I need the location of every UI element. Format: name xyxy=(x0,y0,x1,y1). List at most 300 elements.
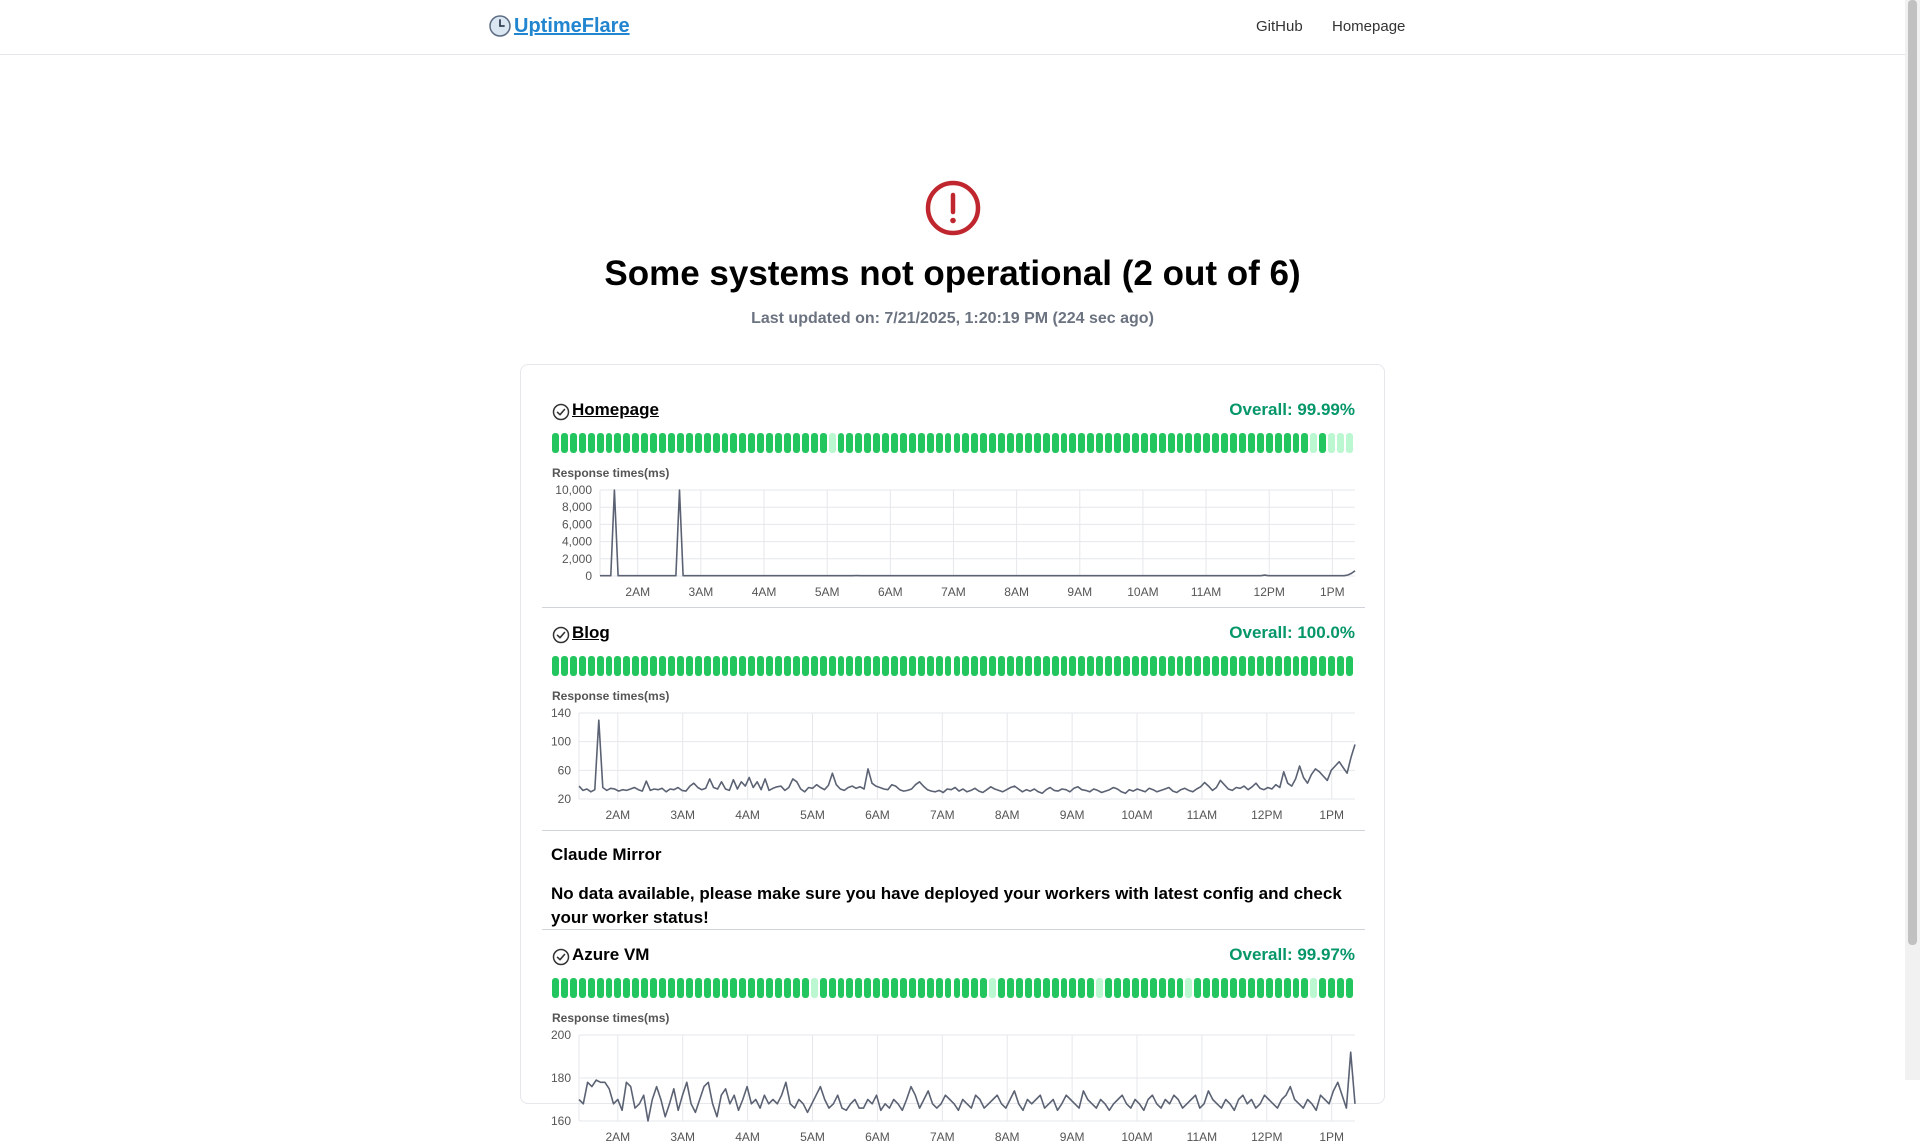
uptime-bar[interactable] xyxy=(1025,978,1032,998)
uptime-bar[interactable] xyxy=(1007,656,1014,676)
uptime-bar[interactable] xyxy=(864,656,871,676)
uptime-bar[interactable] xyxy=(1087,978,1094,998)
monitor-blog xyxy=(542,623,1365,831)
x-tick-label: 1PM xyxy=(1319,1130,1345,1144)
uptime-bar[interactable] xyxy=(686,656,693,676)
uptime-bar[interactable] xyxy=(927,433,934,453)
uptime-bar[interactable] xyxy=(597,433,604,453)
uptime-bar[interactable] xyxy=(570,433,577,453)
uptime-bar[interactable] xyxy=(954,656,961,676)
uptime-bar[interactable] xyxy=(1007,433,1014,453)
uptime-bar[interactable] xyxy=(1293,978,1300,998)
uptime-bar[interactable] xyxy=(1266,978,1273,998)
x-tick-label: 2AM xyxy=(605,1130,631,1144)
uptime-bar[interactable] xyxy=(552,433,559,453)
x-tick-label: 4AM xyxy=(751,585,777,599)
uptime-bar[interactable] xyxy=(971,978,978,998)
brand-link[interactable] xyxy=(488,14,630,38)
uptime-bar[interactable] xyxy=(748,433,755,453)
overall-uptime: Overall: 99.99% xyxy=(1229,400,1355,419)
monitor-name-link[interactable]: Homepage xyxy=(572,400,659,419)
uptime-bar[interactable] xyxy=(900,978,907,998)
uptime-bar[interactable] xyxy=(864,433,871,453)
uptime-bar[interactable] xyxy=(597,656,604,676)
uptime-bar[interactable] xyxy=(1185,978,1192,998)
uptime-bar[interactable] xyxy=(766,433,773,453)
nav-homepage-link[interactable]: Homepage xyxy=(1332,18,1406,35)
uptime-bar[interactable] xyxy=(614,433,621,453)
check-circle-icon xyxy=(552,626,570,644)
uptime-bar[interactable] xyxy=(1078,433,1085,453)
uptime-bar[interactable] xyxy=(588,433,595,453)
uptime-bar[interactable] xyxy=(838,656,845,676)
uptime-bar[interactable] xyxy=(1096,656,1103,676)
uptime-bar[interactable] xyxy=(1346,433,1353,453)
uptime-bar[interactable] xyxy=(1096,978,1103,998)
monitor-header xyxy=(552,400,1355,424)
uptime-bar[interactable] xyxy=(623,656,630,676)
uptime-bar[interactable] xyxy=(1123,433,1130,453)
uptime-bar[interactable] xyxy=(668,978,675,998)
uptime-bar[interactable] xyxy=(954,433,961,453)
uptime-bar[interactable] xyxy=(775,433,782,453)
uptime-bar[interactable] xyxy=(775,978,782,998)
uptime-bar[interactable] xyxy=(695,656,702,676)
x-tick-label: 9AM xyxy=(1059,808,1085,822)
uptime-bar[interactable] xyxy=(1168,433,1175,453)
uptime-bar[interactable] xyxy=(1185,433,1192,453)
uptime-bar[interactable] xyxy=(1257,656,1264,676)
uptime-bar[interactable] xyxy=(1275,978,1282,998)
uptime-bar[interactable] xyxy=(1114,978,1121,998)
uptime-bar[interactable] xyxy=(766,656,773,676)
uptime-bar[interactable] xyxy=(1203,978,1210,998)
uptime-bar[interactable] xyxy=(1319,978,1326,998)
uptime-bar[interactable] xyxy=(1114,433,1121,453)
uptime-bar[interactable] xyxy=(855,656,862,676)
uptime-bar[interactable] xyxy=(1168,978,1175,998)
uptime-bar[interactable] xyxy=(1194,433,1201,453)
uptime-bar[interactable] xyxy=(1069,978,1076,998)
uptime-bar[interactable] xyxy=(1346,656,1353,676)
uptime-bar[interactable] xyxy=(1105,656,1112,676)
uptime-bar[interactable] xyxy=(597,978,604,998)
uptime-bar[interactable] xyxy=(891,433,898,453)
uptime-bar[interactable] xyxy=(1275,656,1282,676)
uptime-bar[interactable] xyxy=(1284,978,1291,998)
uptime-bar[interactable] xyxy=(1275,433,1282,453)
uptime-bar[interactable] xyxy=(1016,433,1023,453)
uptime-bar[interactable] xyxy=(1212,656,1219,676)
uptime-bar[interactable] xyxy=(668,433,675,453)
uptime-bar[interactable] xyxy=(1257,978,1264,998)
uptime-bar[interactable] xyxy=(704,978,711,998)
uptime-bar[interactable] xyxy=(1310,978,1317,998)
nav-github-link[interactable]: GitHub xyxy=(1256,18,1303,35)
uptime-bar[interactable] xyxy=(838,978,845,998)
uptime-bar[interactable] xyxy=(730,978,737,998)
uptime-bar[interactable] xyxy=(1141,433,1148,453)
uptime-bar[interactable] xyxy=(1212,433,1219,453)
uptime-bar[interactable] xyxy=(882,433,889,453)
uptime-bar[interactable] xyxy=(971,433,978,453)
uptime-bar[interactable] xyxy=(606,978,613,998)
x-tick-label: 6AM xyxy=(865,1130,890,1144)
uptime-bar[interactable] xyxy=(739,433,746,453)
uptime-bar[interactable] xyxy=(1301,656,1308,676)
uptime-bar[interactable] xyxy=(677,656,684,676)
uptime-bar[interactable] xyxy=(820,656,827,676)
uptime-bar[interactable] xyxy=(659,656,666,676)
uptime-bar[interactable] xyxy=(588,656,595,676)
uptime-bar[interactable] xyxy=(873,433,880,453)
uptime-bar[interactable] xyxy=(659,978,666,998)
uptime-bar[interactable] xyxy=(1159,433,1166,453)
uptime-bar[interactable] xyxy=(1069,656,1076,676)
uptime-bar[interactable] xyxy=(1061,978,1068,998)
uptime-bar[interactable] xyxy=(704,656,711,676)
uptime-bar[interactable] xyxy=(1096,433,1103,453)
uptime-bar[interactable] xyxy=(802,978,809,998)
uptime-bar[interactable] xyxy=(962,978,969,998)
uptime-bar[interactable] xyxy=(989,978,996,998)
uptime-bar[interactable] xyxy=(704,433,711,453)
uptime-bar[interactable] xyxy=(1025,656,1032,676)
uptime-bar[interactable] xyxy=(739,978,746,998)
uptime-bar[interactable] xyxy=(1328,656,1335,676)
uptime-bar[interactable] xyxy=(1185,656,1192,676)
uptime-bar[interactable] xyxy=(757,978,764,998)
uptime-bar[interactable] xyxy=(989,656,996,676)
uptime-bar[interactable] xyxy=(623,433,630,453)
uptime-bar[interactable] xyxy=(891,656,898,676)
uptime-bar[interactable] xyxy=(864,978,871,998)
uptime-bar[interactable] xyxy=(855,433,862,453)
uptime-bar[interactable] xyxy=(641,433,648,453)
y-tick-label: 2,000 xyxy=(561,551,592,566)
uptime-bar[interactable] xyxy=(1078,656,1085,676)
uptime-bar[interactable] xyxy=(614,656,621,676)
x-tick-label: 9AM xyxy=(1067,585,1093,599)
scrollbar-thumb[interactable] xyxy=(1908,0,1917,945)
uptime-bar[interactable] xyxy=(1069,433,1076,453)
uptime-bar[interactable] xyxy=(722,656,729,676)
uptime-bar[interactable] xyxy=(945,433,952,453)
uptime-bar[interactable] xyxy=(802,656,809,676)
uptime-bar[interactable] xyxy=(1248,433,1255,453)
uptime-bar[interactable] xyxy=(811,433,818,453)
uptime-bar[interactable] xyxy=(632,656,639,676)
uptime-bar[interactable] xyxy=(1301,978,1308,998)
uptime-bar[interactable] xyxy=(722,978,729,998)
uptime-bar[interactable] xyxy=(1052,978,1059,998)
uptime-bar[interactable] xyxy=(1239,433,1246,453)
uptime-bar[interactable] xyxy=(1034,433,1041,453)
uptime-bar[interactable] xyxy=(1016,656,1023,676)
uptime-bar[interactable] xyxy=(641,656,648,676)
uptime-bar[interactable] xyxy=(650,433,657,453)
uptime-bar[interactable] xyxy=(713,433,720,453)
uptime-bar[interactable] xyxy=(1177,433,1184,453)
uptime-bar[interactable] xyxy=(1150,656,1157,676)
uptime-bar[interactable] xyxy=(891,978,898,998)
uptime-bar[interactable] xyxy=(650,656,657,676)
uptime-bar[interactable] xyxy=(1230,978,1237,998)
uptime-bar[interactable] xyxy=(552,656,559,676)
uptime-bar[interactable] xyxy=(1266,433,1273,453)
uptime-bar[interactable] xyxy=(1150,433,1157,453)
uptime-bar[interactable] xyxy=(1078,978,1085,998)
uptime-bar[interactable] xyxy=(998,656,1005,676)
uptime-bar[interactable] xyxy=(579,433,586,453)
uptime-bar[interactable] xyxy=(1105,433,1112,453)
uptime-bar[interactable] xyxy=(1087,433,1094,453)
uptime-bar[interactable] xyxy=(846,656,853,676)
uptime-bar[interactable] xyxy=(1346,978,1353,998)
y-tick-label: 200 xyxy=(550,1028,571,1042)
uptime-bar[interactable] xyxy=(882,656,889,676)
uptime-bar[interactable] xyxy=(873,656,880,676)
uptime-bar[interactable] xyxy=(757,656,764,676)
uptime-bar[interactable] xyxy=(1034,656,1041,676)
uptime-bar[interactable] xyxy=(998,978,1005,998)
uptime-bar[interactable] xyxy=(1132,978,1139,998)
y-tick-label: 8,000 xyxy=(561,500,592,515)
uptime-bar[interactable] xyxy=(1043,656,1050,676)
x-tick-label: 12PM xyxy=(1253,585,1285,599)
uptime-bar[interactable] xyxy=(579,656,586,676)
uptime-bar[interactable] xyxy=(650,978,657,998)
uptime-bar[interactable] xyxy=(686,978,693,998)
uptime-bar[interactable] xyxy=(695,978,702,998)
uptime-bar[interactable] xyxy=(998,433,1005,453)
uptime-bar[interactable] xyxy=(1293,433,1300,453)
uptime-bar[interactable] xyxy=(1025,433,1032,453)
uptime-bar[interactable] xyxy=(730,433,737,453)
uptime-bar[interactable] xyxy=(588,978,595,998)
uptime-bar[interactable] xyxy=(713,978,720,998)
uptime-bar[interactable] xyxy=(1043,978,1050,998)
uptime-bar[interactable] xyxy=(1087,656,1094,676)
uptime-bar[interactable] xyxy=(1337,433,1344,453)
uptime-bar[interactable] xyxy=(1123,978,1130,998)
uptime-bar[interactable] xyxy=(1150,978,1157,998)
uptime-bar[interactable] xyxy=(954,978,961,998)
uptime-bar[interactable] xyxy=(1266,656,1273,676)
uptime-bar[interactable] xyxy=(1159,978,1166,998)
uptime-bar[interactable] xyxy=(632,978,639,998)
uptime-bar[interactable] xyxy=(909,978,916,998)
uptime-bar[interactable] xyxy=(606,433,613,453)
uptime-bar[interactable] xyxy=(945,978,952,998)
uptime-bar[interactable] xyxy=(766,978,773,998)
x-tick-label: 6AM xyxy=(865,808,890,822)
uptime-bar[interactable] xyxy=(668,656,675,676)
uptime-bar[interactable] xyxy=(561,433,568,453)
x-tick-label: 7AM xyxy=(941,585,966,599)
uptime-bar[interactable] xyxy=(1248,656,1255,676)
uptime-bar[interactable] xyxy=(1168,656,1175,676)
uptime-bar[interactable] xyxy=(945,656,952,676)
uptime-bar[interactable] xyxy=(820,433,827,453)
uptime-bar[interactable] xyxy=(623,978,630,998)
uptime-bar[interactable] xyxy=(784,978,791,998)
uptime-bar[interactable] xyxy=(748,656,755,676)
uptime-bar[interactable] xyxy=(1141,656,1148,676)
uptime-bar[interactable] xyxy=(677,433,684,453)
uptime-bar[interactable] xyxy=(1293,656,1300,676)
uptime-bar[interactable] xyxy=(1301,433,1308,453)
uptime-bar[interactable] xyxy=(713,656,720,676)
uptime-bar[interactable] xyxy=(757,433,764,453)
uptime-bar[interactable] xyxy=(1239,978,1246,998)
uptime-bar[interactable] xyxy=(1132,656,1139,676)
uptime-bar[interactable] xyxy=(900,433,907,453)
uptime-bar[interactable] xyxy=(1319,433,1326,453)
uptime-bar[interactable] xyxy=(686,433,693,453)
uptime-bar[interactable] xyxy=(1114,656,1121,676)
uptime-bar[interactable] xyxy=(579,978,586,998)
uptime-bar[interactable] xyxy=(659,433,666,453)
uptime-bar[interactable] xyxy=(748,978,755,998)
uptime-bar[interactable] xyxy=(1257,433,1264,453)
uptime-bar[interactable] xyxy=(606,656,613,676)
uptime-bar[interactable] xyxy=(1337,978,1344,998)
uptime-bar[interactable] xyxy=(632,433,639,453)
uptime-bar[interactable] xyxy=(1194,656,1201,676)
uptime-bar[interactable] xyxy=(1221,433,1228,453)
uptime-bar[interactable] xyxy=(918,656,925,676)
uptime-bar[interactable] xyxy=(1016,978,1023,998)
uptime-bar[interactable] xyxy=(829,433,836,453)
uptime-bar[interactable] xyxy=(739,656,746,676)
uptime-bar[interactable] xyxy=(971,656,978,676)
uptime-bar[interactable] xyxy=(722,433,729,453)
uptime-bar[interactable] xyxy=(900,656,907,676)
uptime-bar[interactable] xyxy=(936,656,943,676)
uptime-bar[interactable] xyxy=(918,433,925,453)
uptime-bar[interactable] xyxy=(802,433,809,453)
uptime-bar[interactable] xyxy=(829,978,836,998)
uptime-bar[interactable] xyxy=(1328,433,1335,453)
uptime-bar[interactable] xyxy=(820,978,827,998)
uptime-bar[interactable] xyxy=(1328,978,1335,998)
uptime-bar[interactable] xyxy=(730,656,737,676)
uptime-bar[interactable] xyxy=(980,433,987,453)
uptime-bar[interactable] xyxy=(1061,433,1068,453)
uptime-bar[interactable] xyxy=(1052,656,1059,676)
uptime-bar[interactable] xyxy=(1248,978,1255,998)
uptime-bar[interactable] xyxy=(552,978,559,998)
uptime-bar[interactable] xyxy=(1230,656,1237,676)
uptime-bar[interactable] xyxy=(641,978,648,998)
uptime-bar[interactable] xyxy=(811,656,818,676)
x-tick-label: 1PM xyxy=(1320,585,1345,599)
uptime-bar[interactable] xyxy=(1141,978,1148,998)
uptime-bar[interactable] xyxy=(909,433,916,453)
uptime-bar[interactable] xyxy=(927,978,934,998)
uptime-bar[interactable] xyxy=(1061,656,1068,676)
uptime-bar[interactable] xyxy=(561,978,568,998)
uptime-bar[interactable] xyxy=(918,978,925,998)
uptime-bar[interactable] xyxy=(570,656,577,676)
uptime-bar[interactable] xyxy=(1212,978,1219,998)
monitors-card xyxy=(520,364,1385,1144)
uptime-bar[interactable] xyxy=(1221,656,1228,676)
uptime-bar[interactable] xyxy=(1052,433,1059,453)
uptime-bar[interactable] xyxy=(695,433,702,453)
uptime-bar[interactable] xyxy=(811,978,818,998)
uptime-bar[interactable] xyxy=(1194,978,1201,998)
uptime-bar[interactable] xyxy=(1239,656,1246,676)
uptime-bar[interactable] xyxy=(1284,433,1291,453)
uptime-bar[interactable] xyxy=(855,978,862,998)
uptime-bar[interactable] xyxy=(1043,433,1050,453)
uptime-bar[interactable] xyxy=(1123,656,1130,676)
uptime-bar[interactable] xyxy=(1319,656,1326,676)
uptime-bar[interactable] xyxy=(784,433,791,453)
uptime-bar[interactable] xyxy=(1221,978,1228,998)
uptime-bar[interactable] xyxy=(846,978,853,998)
monitor-azure-vm xyxy=(542,945,1365,1145)
uptime-bar[interactable] xyxy=(1177,656,1184,676)
uptime-bar[interactable] xyxy=(936,978,943,998)
uptime-bar[interactable] xyxy=(980,656,987,676)
uptime-bar[interactable] xyxy=(1007,978,1014,998)
uptime-bar[interactable] xyxy=(829,656,836,676)
uptime-bar[interactable] xyxy=(1159,656,1166,676)
uptime-bar[interactable] xyxy=(561,656,568,676)
uptime-bar[interactable] xyxy=(962,433,969,453)
uptime-bar[interactable] xyxy=(1310,433,1317,453)
uptime-bar[interactable] xyxy=(1337,656,1344,676)
uptime-bar[interactable] xyxy=(1203,433,1210,453)
uptime-bar[interactable] xyxy=(793,433,800,453)
uptime-bar[interactable] xyxy=(1310,656,1317,676)
uptime-bar[interactable] xyxy=(873,978,880,998)
uptime-bar[interactable] xyxy=(846,433,853,453)
uptime-bar[interactable] xyxy=(614,978,621,998)
uptime-bar[interactable] xyxy=(1105,978,1112,998)
uptime-bar[interactable] xyxy=(909,656,916,676)
uptime-bar[interactable] xyxy=(1034,978,1041,998)
uptime-bar[interactable] xyxy=(1177,978,1184,998)
uptime-bar[interactable] xyxy=(570,978,577,998)
y-tick-label: 160 xyxy=(550,1114,571,1128)
uptime-bar[interactable] xyxy=(677,978,684,998)
uptime-bar[interactable] xyxy=(1132,433,1139,453)
uptime-bar[interactable] xyxy=(793,978,800,998)
y-tick-label: 100 xyxy=(550,734,571,749)
uptime-bar[interactable] xyxy=(784,656,791,676)
overall-uptime: Overall: 99.97% xyxy=(1229,945,1355,964)
uptime-bar[interactable] xyxy=(1230,433,1237,453)
uptime-bar[interactable] xyxy=(989,433,996,453)
uptime-bar[interactable] xyxy=(980,978,987,998)
uptime-bar[interactable] xyxy=(1203,656,1210,676)
uptime-bar[interactable] xyxy=(775,656,782,676)
x-tick-label: 11AM xyxy=(1186,1130,1218,1144)
uptime-bar[interactable] xyxy=(962,656,969,676)
uptime-bar[interactable] xyxy=(1284,656,1291,676)
x-tick-label: 10AM xyxy=(1121,808,1153,822)
uptime-bar[interactable] xyxy=(838,433,845,453)
uptime-bar[interactable] xyxy=(936,433,943,453)
uptime-bar[interactable] xyxy=(793,656,800,676)
monitor-name-link[interactable]: Blog xyxy=(572,623,610,642)
uptime-bar[interactable] xyxy=(927,656,934,676)
uptime-bar[interactable] xyxy=(882,978,889,998)
